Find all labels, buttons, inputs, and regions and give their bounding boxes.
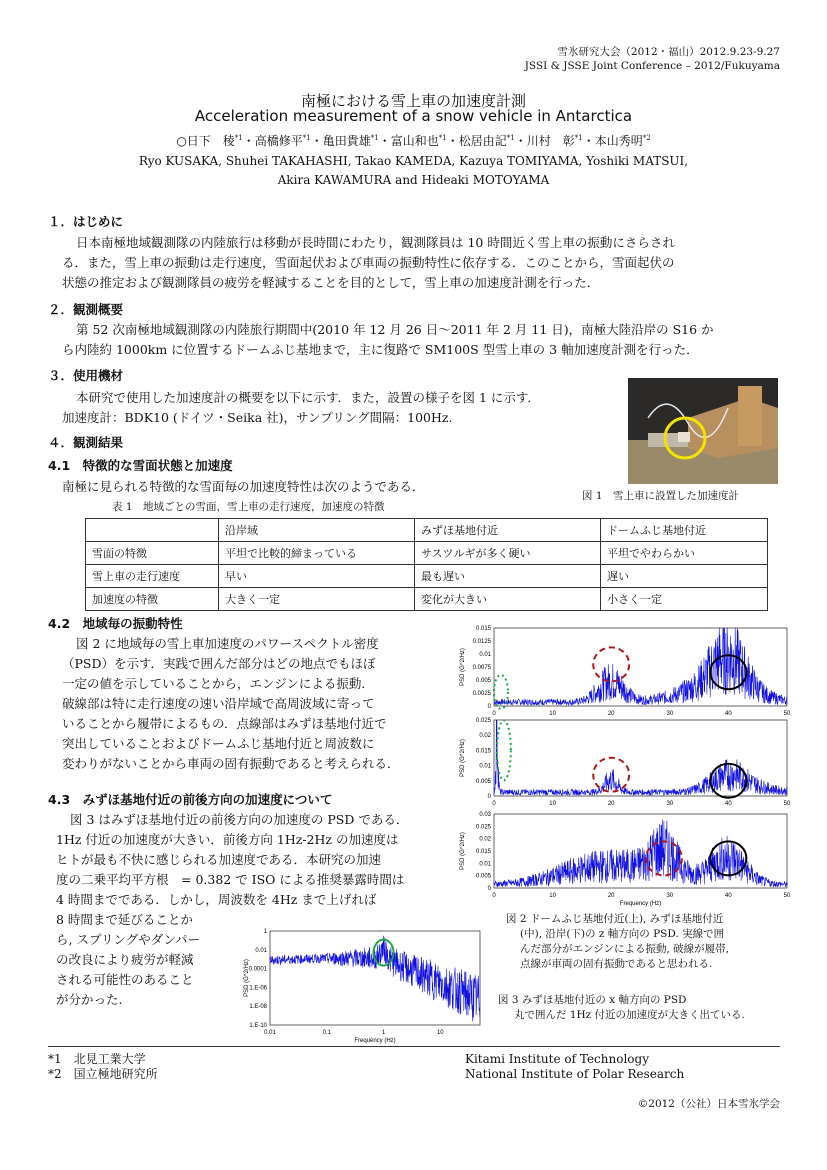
section-3-line: 加速度計：BDK10 (ドイツ・Seika 社)，サンプリング間隔：100Hz. — [62, 410, 453, 425]
table-1-caption: 表 1 地域ごとの雪面，雪上車の走行速度，加速度の特徴 — [112, 501, 385, 513]
table-cell: 雪面の特徴 — [86, 542, 219, 565]
copyright: ©2012（公社）日本雪氷学会 — [637, 1098, 780, 1110]
authors-en-1: Ryo KUSAKA, Shuhei TAKAHASHI, Takao KAMEDA, Kazuya TOMIYAMA, Yoshiki MATSUI, — [138, 154, 689, 168]
section-4-1-line: 南極に見られる特徴的な雪面毎の加速度特性は次のようである． — [62, 479, 425, 494]
figure-2-caption-line: (中), 沿岸(下)の z 軸方向の PSD. 実線で囲 — [520, 928, 725, 940]
section-4-3-line: 8 時間まで延びることか — [56, 912, 193, 927]
section-4-3-line: が分かった. — [56, 992, 123, 1007]
x-tick-label: 50 — [783, 711, 791, 717]
x-tick-label: 0.01 — [264, 1030, 276, 1036]
section-4-3-line: 度の二乗平均平方根 = 0.382 で ISO による推奨暴露時間は — [56, 872, 405, 887]
x-tick-label: 10 — [549, 893, 556, 899]
section-4-heading: ４．観測結果 — [48, 435, 124, 450]
y-axis-label: PSD (G^2/Hz) — [460, 832, 466, 870]
y-tick-label: 0.0025 — [472, 691, 491, 697]
table-cell: 小さく一定 — [601, 588, 768, 611]
psd-chart-dome-fuji — [462, 620, 792, 720]
y-tick-label: 0.0001 — [248, 966, 267, 973]
section-4-2-line: 破線部は特に走行速度の速い沿岸域で高周波域に寄って — [62, 696, 375, 711]
x-tick-label: 30 — [666, 801, 674, 807]
figure-2-caption — [506, 912, 786, 972]
table-cell: 早い — [219, 565, 415, 588]
section-1-line: る．また，雪上車の振動は走行速度，雪面起伏および車両の振動特性に依存する．このことから，雪面起伏の — [62, 255, 675, 270]
figure-1-photo — [628, 378, 778, 484]
x-tick-label: 0 — [492, 801, 496, 807]
figure-1-caption: 図 1 雪上車に設置した加速度計 — [582, 490, 740, 502]
section-4-1-heading: 4.1 特徴的な雪面状態と加速度 — [48, 458, 233, 473]
y-tick-label: 1.E-08 — [249, 1004, 267, 1011]
section-4-3-heading: 4.3 みずほ基地付近の前後方向の加速度について — [48, 792, 333, 807]
x-tick-label: 50 — [783, 893, 791, 899]
figure-3-caption — [498, 993, 788, 1023]
conference-line-ja: 雪氷研究大会（2012・福山）2012.9.23-9.27 — [557, 46, 780, 58]
table-cell: 平坦でやわらかい — [601, 542, 768, 565]
section-4-2-line: 一定の値を示していることから，エンジンによる振動． — [62, 676, 374, 691]
y-tick-label: 0.02 — [479, 733, 491, 740]
psd-chart-mizuho — [462, 716, 792, 814]
title-ja: 南極における雪上車の加速度計測 — [300, 92, 526, 110]
y-tick-label: 0.03 — [479, 812, 491, 818]
section-2-heading: ２．観測概要 — [48, 302, 124, 317]
y-tick-label: 0.015 — [475, 748, 491, 755]
section-1-body — [62, 233, 782, 293]
section-4-1-body — [62, 477, 425, 497]
x-axis-label: Frequency (Hz) — [354, 1038, 396, 1044]
section-4-3-line: ヒトが最も不快に感じられる加速度である．本研究の加速 — [56, 852, 382, 867]
title-en: Acceleration measurement of a snow vehicle in Antarctica — [194, 107, 633, 125]
section-2-body — [62, 320, 792, 360]
y-tick-label: 0 — [487, 794, 491, 800]
table-cell: 遅い — [601, 565, 768, 588]
y-axis-label: PSD (G^2/Hz) — [460, 739, 466, 777]
y-tick-label: 0.005 — [475, 873, 491, 880]
section-4-2-line: 突出していることおよびドームふじ基地付近と周波数に — [62, 736, 375, 751]
figure-3-caption-line: 丸で囲んだ 1Hz 付近の加速度が大きく出ている. — [514, 1009, 745, 1021]
y-tick-label: 0.005 — [475, 678, 491, 684]
table-cell: サスツルギが多く硬い — [415, 542, 601, 565]
authors-en-2: Akira KAWAMURA and Hideaki MOTOYAMA — [277, 173, 550, 187]
section-4-2-line: （PSD）を示す．実践で囲んだ部分はどの地点でもほぼ — [62, 656, 376, 671]
section-1-line: 日本南極地域観測隊の内陸旅行は移動が長時間にわたり，観測隊員は 10 時間近く雪上車の振動にさらされ — [76, 235, 675, 250]
y-tick-label: 0.015 — [475, 626, 491, 632]
y-tick-label: 0.01 — [479, 652, 491, 658]
x-tick-label: 20 — [607, 893, 615, 899]
section-3-body — [62, 388, 622, 428]
table-cell: 大きく一定 — [219, 588, 415, 611]
table-cell: 変化が大きい — [415, 588, 601, 611]
table-row — [86, 588, 768, 611]
table-cell: 雪上車の走行速度 — [86, 565, 219, 588]
table-cell: ドームふじ基地付近 — [601, 519, 768, 542]
table-1 — [85, 518, 768, 611]
conference-line-en: JSSI & JSSE Joint Conference – 2012/Fukuyama — [524, 60, 780, 72]
figure-3-caption-line: 図 3 みずほ基地付近の x 軸方向の PSD — [498, 994, 687, 1006]
x-tick-label: 10 — [436, 1030, 444, 1036]
x-tick-label: 0 — [492, 711, 496, 717]
footnote-1: *1 北見工業大学 — [48, 1052, 146, 1066]
y-axis-label: PSD (G^2/Hz) — [460, 648, 466, 686]
y-tick-label: 0.02 — [479, 836, 491, 843]
x-tick-label: 10 — [549, 711, 556, 717]
x-tick-label: 40 — [725, 893, 732, 899]
x-tick-label: 40 — [725, 801, 732, 807]
y-tick-label: 0.015 — [475, 849, 491, 855]
figure-2-caption-line: 点線が車両の固有振動であると思われる. — [520, 958, 713, 970]
y-tick-label: 0.01 — [255, 947, 267, 954]
y-tick-label: 1.E-10 — [249, 1023, 267, 1029]
y-tick-label: 0.0125 — [472, 639, 491, 645]
psd-chart-mizuho-x-axis — [240, 925, 485, 1045]
section-4-2-body — [62, 634, 457, 774]
x-tick-label: 1 — [381, 1030, 386, 1036]
y-tick-label: 0.005 — [475, 778, 491, 785]
figure-2-caption-line: んだ部分がエンジンによる振動, 破線が履帯, — [520, 943, 729, 955]
section-2-line: ら内陸約 1000km に位置するドームふじ基地まで，主に復路で SM100S 型雪上車の 3 軸加速度計測を行った． — [62, 342, 699, 357]
section-2-line: 第 52 次南極地域観測隊の内陸旅行期間中(2010 年 12 月 26 日～2011 年 2 月 11 日)，南極大陸沿岸の S16 か — [76, 322, 714, 337]
table-row — [86, 542, 768, 565]
section-4-2-line: 図 2 に地域毎の雪上車加速度のパワースペクトル密度 — [76, 636, 379, 651]
section-1-line: 状態の推定および観測隊員の疲労を軽減することを目的として，雪上車の加速度計測を行った． — [62, 275, 600, 290]
table-cell — [86, 519, 219, 542]
table-row — [86, 565, 768, 588]
section-3-heading: ３．使用機材 — [48, 368, 124, 383]
x-tick-label: 10 — [549, 801, 556, 807]
footnote-2: *2 国立極地研究所 — [48, 1067, 158, 1081]
x-tick-label: 20 — [607, 711, 615, 717]
y-tick-label: 1 — [263, 929, 267, 935]
section-4-3-line: 図 3 はみずほ基地付近の前後方向の加速度の PSD である． — [70, 812, 409, 827]
y-tick-label: 0.01 — [479, 763, 491, 770]
x-tick-label: 50 — [783, 801, 791, 807]
table-header-row — [86, 519, 768, 542]
y-tick-label: 0.0075 — [472, 665, 491, 671]
x-tick-label: 30 — [666, 711, 674, 717]
table-cell: 平坦で比較的締まっている — [219, 542, 415, 565]
table-cell: 最も遅い — [415, 565, 601, 588]
y-tick-label: 0.01 — [479, 861, 491, 868]
section-4-3-line: ら, スプリングやダンパー — [56, 932, 200, 947]
x-tick-label: 20 — [607, 801, 615, 807]
authors-ja: ○日下 稜$^{*1}$・高橋修平$^{*1}$・亀田貴雄$^{*1}$・富山和也$^{*1}$・松居由記$^{*1}$・川村 彰$^{*1}$・本山秀明$^{*2}$ — [176, 134, 651, 148]
section-4-2-line: いることから履帯によるもの．点線部はみずほ基地付近で — [62, 716, 387, 731]
table-cell: 沿岸域 — [219, 519, 415, 542]
section-4-3-line: の改良により疲労が軽減 — [56, 952, 194, 967]
section-4-2-line: 変わりがないことから車両の固有振動であると考えられる． — [62, 756, 400, 771]
psd-chart-coast — [462, 810, 792, 910]
footnote-2-en: National Institute of Polar Research — [465, 1067, 685, 1081]
x-axis-label: Frequency (Hz) — [619, 901, 662, 907]
footnote-1-en: Kitami Institute of Technology — [465, 1052, 649, 1066]
table-cell: 加速度の特徴 — [86, 588, 219, 611]
x-tick-label: 40 — [725, 711, 732, 717]
section-4-3-line: 4 時間までである．しかし，周波数を 4Hz まで上げれば — [56, 892, 377, 907]
footnotes-en — [465, 1052, 684, 1082]
section-4-2-heading: 4.2 地域毎の振動特性 — [48, 616, 183, 631]
section-4-3-line: 1Hz 付近の加速度が大きい．前後方向 1Hz-2Hz の加速度は — [56, 832, 399, 847]
x-tick-label: 0.1 — [322, 1030, 331, 1036]
y-tick-label: 0 — [487, 886, 491, 892]
table-cell: みずほ基地付近 — [415, 519, 601, 542]
footnotes-ja — [48, 1052, 158, 1082]
section-3-line: 本研究で使用した加速度計の概要を以下に示す．また，設置の様子を図 1 に示す． — [76, 390, 540, 405]
x-tick-label: 30 — [666, 893, 674, 899]
y-tick-label: 0.025 — [475, 824, 491, 831]
footer-divider — [48, 1046, 780, 1047]
section-4-3-line: される可能性のあること — [56, 972, 194, 987]
x-tick-label: 0 — [492, 893, 496, 899]
plot-frame — [494, 628, 787, 706]
accelerometer-photo-illustration — [628, 378, 778, 484]
figure-2-caption-line: 図 2 ドームふじ基地付近(上), みずほ基地付近 — [506, 913, 724, 925]
y-axis-label: PSD (G^2/Hz) — [244, 959, 250, 997]
y-tick-label: 1.E-06 — [249, 985, 267, 992]
section-1-heading: １．はじめに — [48, 214, 124, 229]
y-tick-label: 0 — [487, 704, 491, 710]
plot-frame — [494, 720, 787, 796]
y-tick-label: 0.025 — [475, 718, 491, 724]
conference-header — [525, 45, 780, 73]
